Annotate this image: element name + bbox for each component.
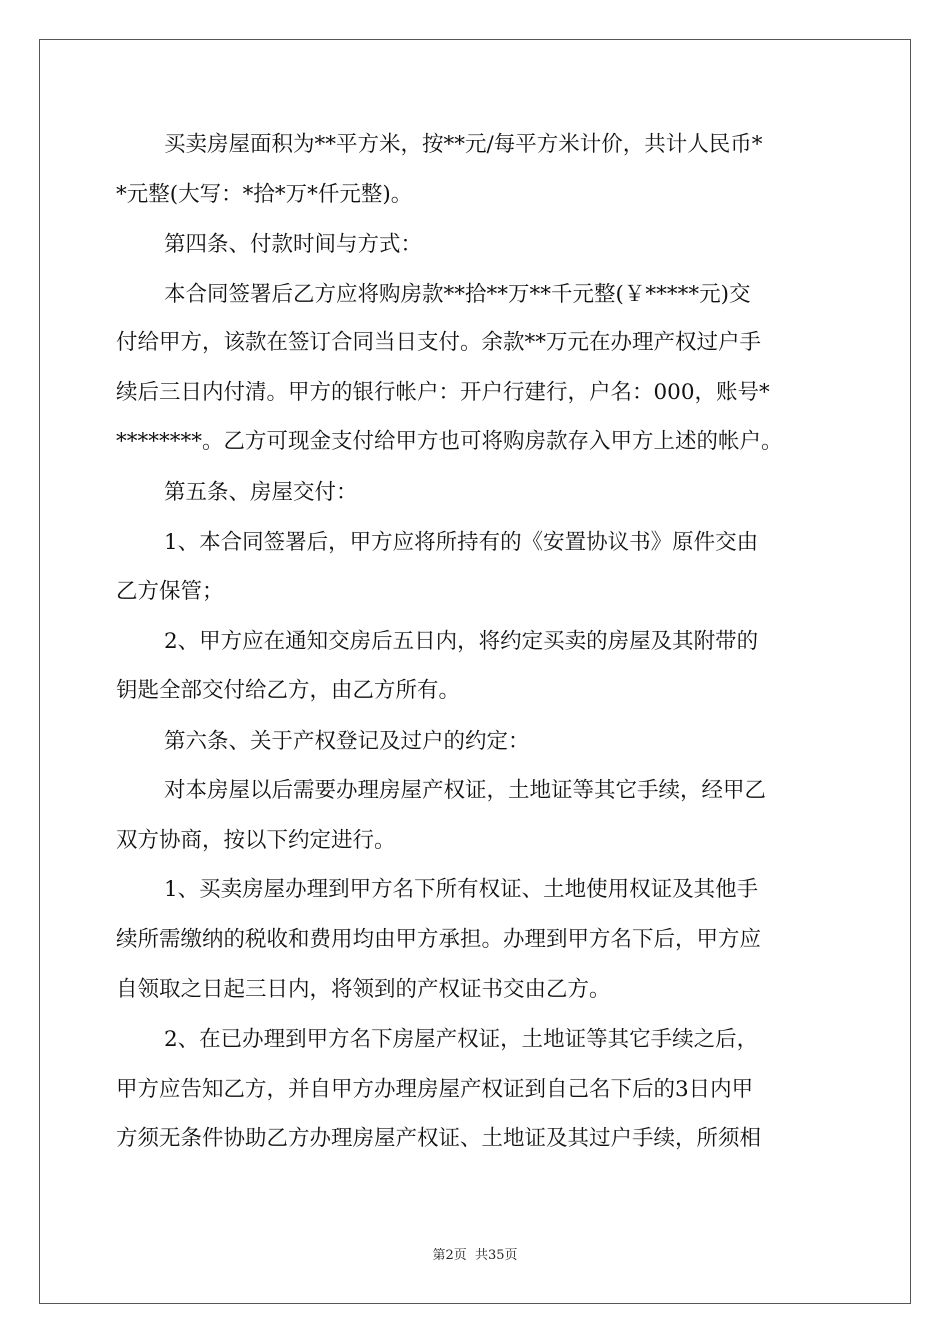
text-line: 甲方应告知乙方，并自甲方办理房屋产权证到自己名下后的3日内甲 (116, 1077, 754, 1102)
page-footer (0, 1244, 950, 1263)
text-line: 第五条、房屋交付： (164, 480, 358, 505)
text-line: 双方协商，按以下约定进行。 (116, 828, 396, 853)
text-line: 方须无条件协助乙方办理房屋产权证、土地证及其过户手续，所须相 (116, 1126, 762, 1151)
text-line: 自领取之日起三日内，将领到的产权证书交由乙方。 (116, 977, 611, 1002)
text-line: 2、甲方应在通知交房后五日内，将约定买卖的房屋及其附带的 (164, 629, 759, 654)
text-line: 续后三日内付清。甲方的银行帐户：开户行建行，户名：000，账号* (116, 380, 770, 405)
text-line: 买卖房屋面积为**平方米，按**元/每平方米计价，共计人民币* (164, 132, 763, 157)
text-line: 第六条、关于产权登记及过户的约定： (164, 729, 530, 754)
text-line: ********。乙方可现金支付给甲方也可将购房款存入甲方上述的帐户。 (116, 429, 783, 454)
text-line: 钥匙全部交付给乙方，由乙方所有。 (116, 678, 461, 703)
text-line: 本合同签署后乙方应将购房款**拾**万**千元整(￥*****元)交 (164, 282, 751, 307)
text-line: 乙方保管； (116, 579, 224, 604)
text-line: *元整(大写：*拾*万*仟元整)。 (116, 182, 413, 207)
text-line: 对本房屋以后需要办理房屋产权证，土地证等其它手续，经甲乙 (164, 778, 767, 803)
text-line: 1、本合同签署后，甲方应将所持有的《安置协议书》原件交由 (164, 530, 759, 555)
text-line: 付给甲方，该款在签订合同当日支付。余款**万元在办理产权过户手 (116, 330, 762, 355)
page-total: 共35页 (474, 1248, 518, 1263)
text-line: 2、在已办理到甲方名下房屋产权证，土地证等其它手续之后， (164, 1027, 759, 1052)
text-line: 第四条、付款时间与方式： (164, 232, 423, 257)
text-line: 续所需缴纳的税收和费用均由甲方承担。办理到甲方名下后，甲方应 (116, 927, 762, 952)
text-line: 1、买卖房屋办理到甲方名下所有权证、土地使用权证及其他手 (164, 877, 759, 902)
page-number: 第2页 (432, 1248, 467, 1263)
